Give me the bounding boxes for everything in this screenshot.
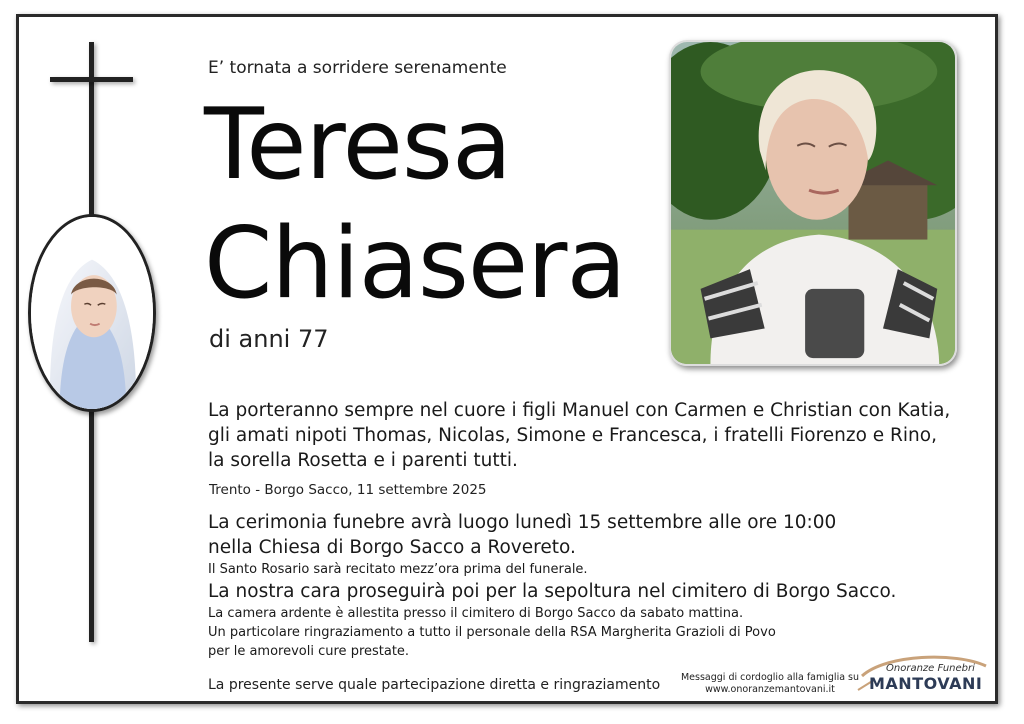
thanks-line: per le amorevoli cure prestate. xyxy=(208,644,410,659)
messages-text: Messaggi di cordoglio alla famiglia su xyxy=(680,672,860,683)
ceremony-line: La cerimonia funebre avrà luogo lunedì 15 settembre alle ore 10:00 xyxy=(208,512,837,533)
logo-title: MANTOVANI xyxy=(869,674,983,693)
madonna-icon xyxy=(28,214,156,412)
family-line: La porteranno sempre nel cuore i figli Manuel con Carmen e Christian con Katia, xyxy=(208,400,951,421)
closing-line: La presente serve quale partecipazione diretta e ringraziamento xyxy=(208,677,661,693)
first-name: Teresa xyxy=(204,88,512,202)
intro-line: E’ tornata a sorridere serenamente xyxy=(208,58,507,78)
website-link[interactable]: www.onoranzemantovani.it xyxy=(705,684,835,695)
ceremony-line: nella Chiesa di Borgo Sacco a Rovereto. xyxy=(208,537,576,558)
logo-subtitle: Onoranze Funebri xyxy=(886,663,975,674)
family-line: gli amati nipoti Thomas, Nicolas, Simone e Francesca, i fratelli Fiorenzo e Rino, xyxy=(208,425,937,446)
family-line: la sorella Rosetta e i parenti tutti. xyxy=(208,450,518,471)
age-line: di anni 77 xyxy=(209,325,329,353)
place-date: Trento - Borgo Sacco, 11 settembre 2025 xyxy=(209,482,487,498)
portrait-photo xyxy=(669,40,957,366)
chapel-line: La camera ardente è allestita presso il cimitero di Borgo Sacco da sabato mattina. xyxy=(208,606,744,621)
last-name: Chiasera xyxy=(204,207,626,321)
cross-bar xyxy=(50,77,133,82)
family-paragraph xyxy=(208,398,951,473)
rosary-line: Il Santo Rosario sarà recitato mezz’ora prima del funerale. xyxy=(208,562,588,577)
funeral-home-logo xyxy=(856,650,992,696)
ceremony-block xyxy=(208,510,968,661)
burial-line: La nostra cara proseguirà poi per la sepoltura nel cimitero di Borgo Sacco. xyxy=(208,581,897,602)
thanks-line: Un particolare ringraziamento a tutto il personale della RSA Margherita Grazioli di Povo xyxy=(208,625,776,640)
condolence-messages xyxy=(680,672,860,696)
